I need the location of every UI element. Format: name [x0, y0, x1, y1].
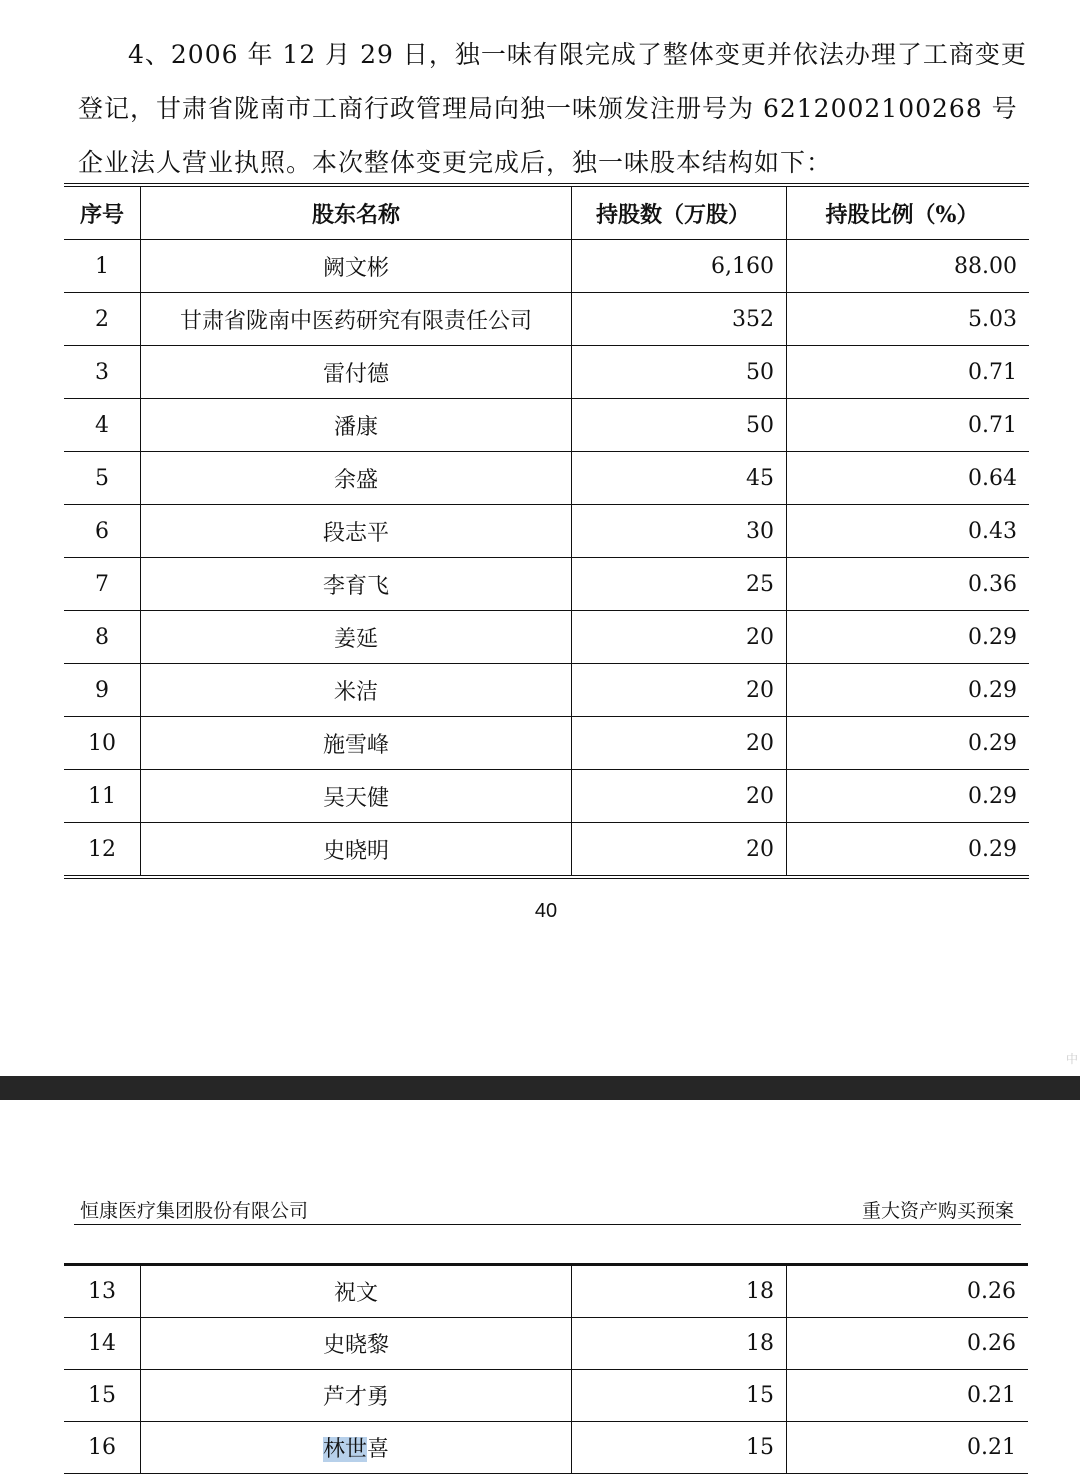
- cell-ratio: 0.29: [787, 611, 1030, 664]
- cell-ratio: 0.29: [787, 717, 1030, 770]
- cell-no: 4: [64, 399, 141, 452]
- cell-shares: 15: [572, 1422, 787, 1474]
- cell-name: 米洁: [141, 664, 572, 717]
- header-shares: 持股数（万股）: [572, 185, 787, 240]
- cell-ratio: 0.29: [787, 770, 1030, 823]
- cell-shares: 20: [572, 770, 787, 823]
- table-row: [64, 240, 1029, 293]
- table-row: [64, 1422, 1028, 1474]
- table-row: [64, 1318, 1028, 1370]
- intro-paragraph: [78, 28, 1028, 190]
- cell-name: 祝文: [141, 1265, 572, 1318]
- cell-ratio: 0.71: [787, 399, 1030, 452]
- cell-ratio: 0.71: [787, 346, 1030, 399]
- cell-shares: 20: [572, 611, 787, 664]
- cell-ratio: 0.21: [787, 1370, 1029, 1422]
- table-row: [64, 770, 1029, 823]
- cell-name: 阙文彬: [141, 240, 572, 293]
- cell-shares: 18: [572, 1318, 787, 1370]
- table-row: [64, 664, 1029, 717]
- page-number: 40: [534, 900, 558, 922]
- cell-shares: 25: [572, 558, 787, 611]
- cell-name: 甘肃省陇南中医药研究有限责任公司: [141, 293, 572, 346]
- side-mark: 中: [1065, 1052, 1078, 1066]
- cell-shares: 20: [572, 664, 787, 717]
- cell-no: 5: [64, 452, 141, 505]
- cell-ratio: 0.64: [787, 452, 1030, 505]
- cell-no: 7: [64, 558, 141, 611]
- table-row: [64, 452, 1029, 505]
- cell-ratio: 0.36: [787, 558, 1030, 611]
- cell-name: 施雪峰: [141, 717, 572, 770]
- selected-text[interactable]: 林世: [322, 1437, 367, 1462]
- cell-name: 芦才勇: [141, 1370, 572, 1422]
- cell-no: 15: [64, 1370, 141, 1422]
- cell-shares: 50: [572, 346, 787, 399]
- cell-name: 吴天健: [141, 770, 572, 823]
- cell-ratio: 0.29: [787, 823, 1030, 878]
- intro-paragraph-text: 4、2006 年 12 月 29 日，独一味有限完成了整体变更并依法办理了工商变更登记，甘肃省陇南市工商行政管理局向独一味颁发注册号为 6212002100268 号企业法人营业执照。本次整体变更完成后，独一味股本结构如下：: [78, 40, 1027, 177]
- table-row: [64, 823, 1029, 878]
- cell-no: 3: [64, 346, 141, 399]
- table-row: [64, 558, 1029, 611]
- page-header-doc-title: 重大资产购买预案: [861, 1200, 1014, 1222]
- cell-no: 12: [64, 823, 141, 878]
- unselected-text: 喜: [367, 1437, 390, 1462]
- cell-ratio: 0.29: [787, 664, 1030, 717]
- cell-ratio: 0.26: [787, 1318, 1029, 1370]
- cell-name[interactable]: [141, 1422, 572, 1474]
- cell-name: 李育飞: [141, 558, 572, 611]
- cell-no: 16: [64, 1422, 141, 1474]
- cell-name: 段志平: [141, 505, 572, 558]
- cell-no: 13: [64, 1265, 141, 1318]
- cell-shares: 45: [572, 452, 787, 505]
- cell-name: 姜延: [141, 611, 572, 664]
- cell-ratio: 5.03: [787, 293, 1030, 346]
- cell-ratio: 0.26: [787, 1265, 1029, 1318]
- cell-no: 9: [64, 664, 141, 717]
- table-row: [64, 293, 1029, 346]
- cell-name: 潘康: [141, 399, 572, 452]
- table-row: [64, 611, 1029, 664]
- cell-shares: 30: [572, 505, 787, 558]
- header-name: 股东名称: [141, 185, 572, 240]
- cell-no: 6: [64, 505, 141, 558]
- cell-no: 2: [64, 293, 141, 346]
- table-row: [64, 346, 1029, 399]
- cell-name: 雷付德: [141, 346, 572, 399]
- table-row: [64, 505, 1029, 558]
- cell-shares: 6,160: [572, 240, 787, 293]
- cell-shares: 50: [572, 399, 787, 452]
- cell-name: 史晓明: [141, 823, 572, 878]
- cell-ratio: 0.43: [787, 505, 1030, 558]
- cell-no: 1: [64, 240, 141, 293]
- table-row: [64, 1370, 1028, 1422]
- header-rule: [74, 1224, 1021, 1225]
- table-row: [64, 399, 1029, 452]
- table-row: [64, 717, 1029, 770]
- cell-ratio: 0.21: [787, 1422, 1029, 1474]
- cell-no: 8: [64, 611, 141, 664]
- cell-shares: 20: [572, 823, 787, 878]
- header-ratio: 持股比例（%）: [787, 185, 1030, 240]
- cell-name: 余盛: [141, 452, 572, 505]
- cell-shares: 15: [572, 1370, 787, 1422]
- shareholder-table-page1: [64, 183, 1029, 879]
- cell-shares: 18: [572, 1265, 787, 1318]
- cell-no: 14: [64, 1318, 141, 1370]
- cell-ratio: 88.00: [787, 240, 1030, 293]
- cell-no: 10: [64, 717, 141, 770]
- shareholder-table-page2: [64, 1263, 1028, 1474]
- cell-shares: 20: [572, 717, 787, 770]
- cell-no: 11: [64, 770, 141, 823]
- cell-shares: 352: [572, 293, 787, 346]
- page-divider: [0, 1076, 1080, 1100]
- table-header-row: [64, 185, 1029, 240]
- header-no: 序号: [64, 185, 141, 240]
- page-header-company: 恒康医疗集团股份有限公司: [80, 1200, 309, 1222]
- table-row: [64, 1265, 1028, 1318]
- cell-name: 史晓黎: [141, 1318, 572, 1370]
